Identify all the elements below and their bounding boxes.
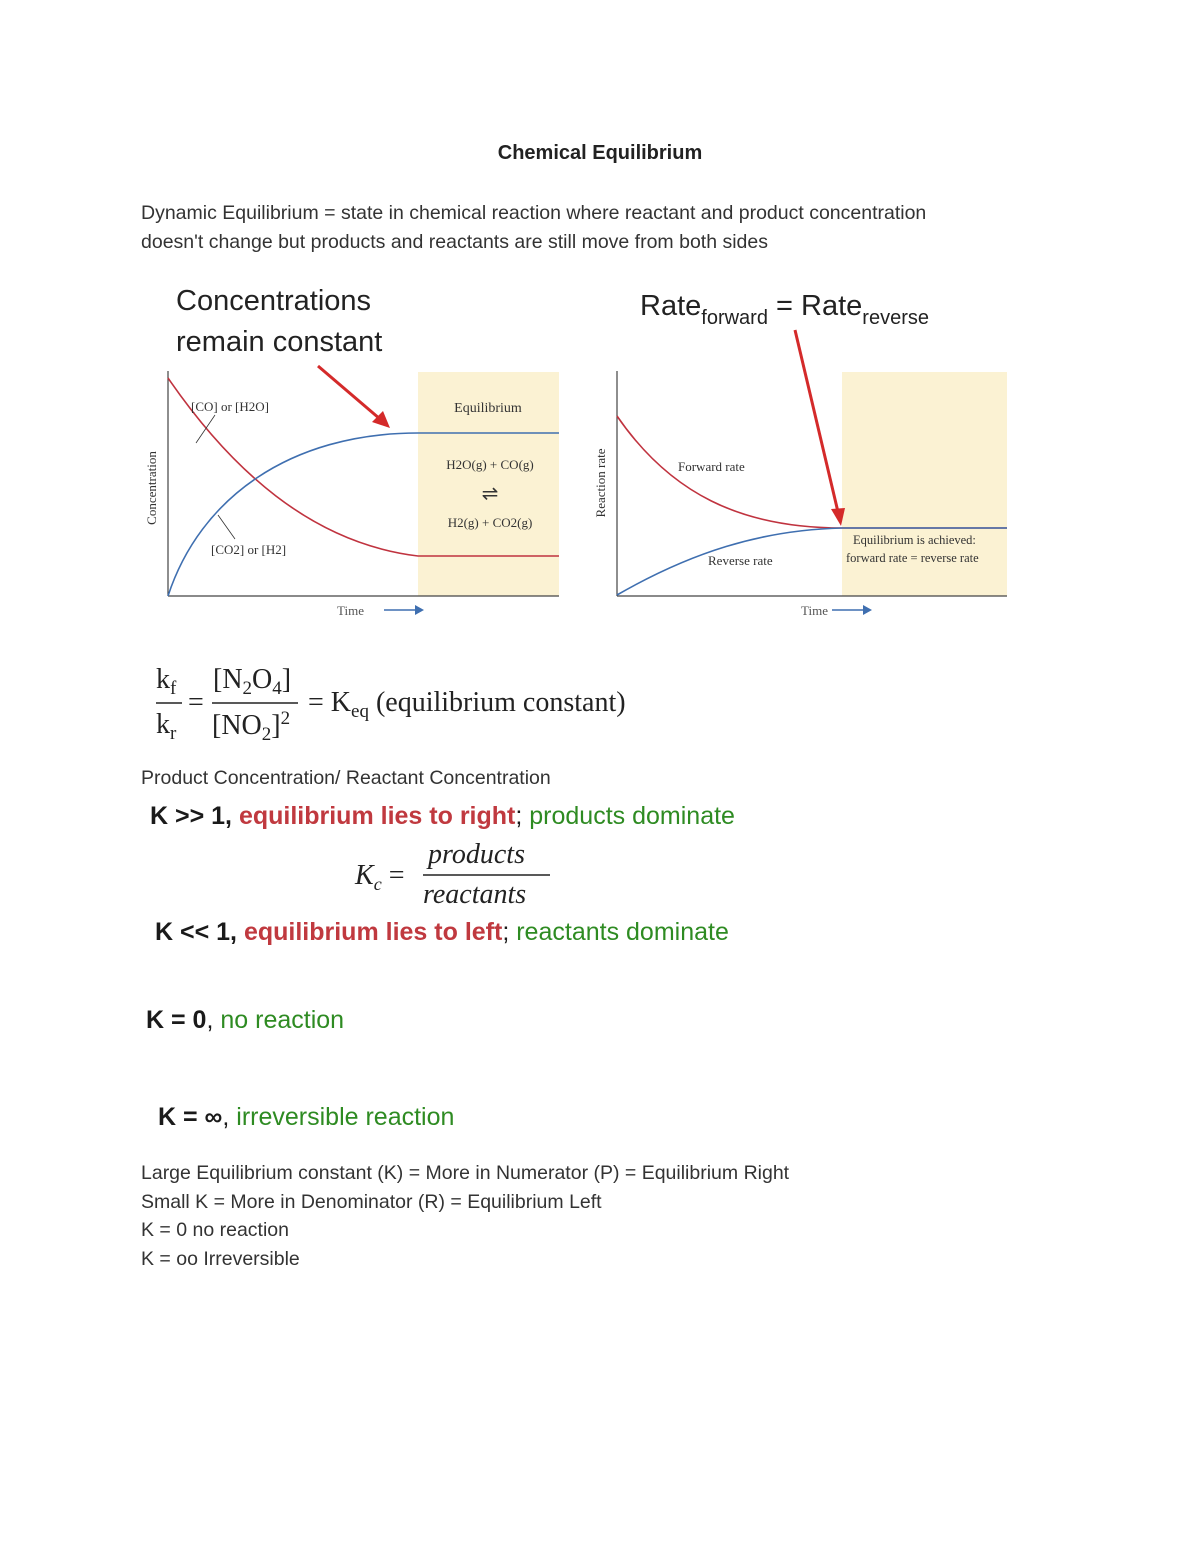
reaction-top: H2O(g) + CO(g) bbox=[446, 457, 534, 472]
rule-inf-k-result: irreversible reaction bbox=[236, 1103, 455, 1131]
rate-figure bbox=[590, 278, 1020, 628]
rule-zero-k-sep: , bbox=[206, 1006, 221, 1034]
reaction-arrow: ⇌ bbox=[481, 483, 499, 505]
rule-small-k bbox=[155, 918, 729, 947]
caption-line-2: remain constant bbox=[176, 326, 383, 358]
intro-line-2: doesn't change but products and reactants are still move from both sides bbox=[141, 230, 768, 253]
reverse-rate-label: Reverse rate bbox=[708, 553, 773, 568]
summary-block bbox=[141, 1159, 789, 1274]
reactant-label: [CO] or [H2O] bbox=[191, 399, 269, 414]
rule-inf-k-sep: , bbox=[222, 1103, 237, 1131]
kf: $k_f$ bbox=[156, 664, 177, 699]
reaction-bottom: H2(g) + CO2(g) bbox=[447, 515, 533, 530]
summary-line: K = oo Irreversible bbox=[141, 1248, 300, 1271]
rule-inf-k bbox=[158, 1103, 454, 1132]
keq-numerator: $[N_2O_4]$ bbox=[213, 664, 292, 699]
intro-paragraph bbox=[141, 199, 1041, 256]
y-axis-label: Reaction rate bbox=[593, 448, 608, 518]
rule-small-k-label: K << 1, bbox=[155, 918, 244, 946]
summary-line: Large Equilibrium constant (K) = More in Numerator (P) = Equilibrium Right bbox=[141, 1162, 790, 1184]
summary-line: Small K = More in Denominator (R) = Equilibrium Left bbox=[141, 1190, 602, 1213]
intro-line-1: Dynamic Equilibrium = state in chemical reaction where reactant and product concentration bbox=[141, 202, 927, 224]
y-axis-label: Concentration bbox=[144, 451, 159, 525]
rule-small-k-eq: equilibrium lies to left bbox=[243, 918, 503, 946]
kc-denominator: reactants bbox=[423, 879, 527, 910]
region-label: Equilibrium bbox=[454, 401, 522, 416]
ratio-text: Product Concentration/ Reactant Concentration bbox=[141, 767, 551, 789]
equilibrium-note-1: Equilibrium is achieved: bbox=[853, 533, 976, 547]
rule-zero-k-label: K = 0 bbox=[146, 1006, 207, 1034]
rule-large-k-label: K >> 1, bbox=[150, 802, 239, 830]
product-label: [CO2] or [H2] bbox=[211, 542, 287, 557]
rule-small-k-sep: ; bbox=[502, 918, 517, 946]
x-axis-label: Time bbox=[337, 603, 364, 618]
red-arrow bbox=[795, 330, 838, 512]
kc-numerator: products bbox=[428, 839, 525, 870]
keq-formula bbox=[150, 655, 710, 750]
rule-large-k-sep: ; bbox=[515, 802, 530, 830]
product-pointer bbox=[218, 515, 235, 539]
caption-line-1: Concentrations bbox=[176, 285, 372, 317]
forward-rate-label: Forward rate bbox=[678, 459, 745, 474]
kr: $k_r$ bbox=[156, 709, 177, 744]
red-arrow bbox=[318, 366, 380, 419]
rule-inf-k-label: K = ∞ bbox=[158, 1103, 223, 1131]
keq-rhs: = $K_{eq}$ (equilibrium constant) bbox=[308, 687, 626, 722]
rule-large-k-result: products dominate bbox=[529, 802, 735, 830]
kc-formula bbox=[345, 838, 565, 913]
x-axis-label: Time bbox=[801, 603, 828, 618]
keq-denominator: $[NO_2]^2$ bbox=[212, 708, 291, 745]
rule-small-k-result: reactants dominate bbox=[516, 918, 729, 946]
time-arrowhead bbox=[415, 605, 424, 615]
page-title: Chemical Equilibrium bbox=[497, 142, 703, 164]
kc-lhs: $K_c$ = bbox=[355, 860, 405, 894]
rule-large-k bbox=[150, 802, 735, 831]
equals-1: = bbox=[188, 687, 204, 718]
summary-line: K = 0 no reaction bbox=[141, 1219, 289, 1242]
equilibrium-note-2: forward rate = reverse rate bbox=[846, 551, 979, 565]
rule-large-k-eq: equilibrium lies to right bbox=[238, 802, 516, 830]
time-arrowhead bbox=[863, 605, 872, 615]
rate-caption: Rate$_{forward}$ = Rate$_{reverse}$ bbox=[640, 290, 929, 329]
rule-zero-k-result: no reaction bbox=[220, 1006, 345, 1034]
concentration-figure bbox=[140, 278, 570, 628]
rule-zero-k bbox=[146, 1006, 344, 1035]
